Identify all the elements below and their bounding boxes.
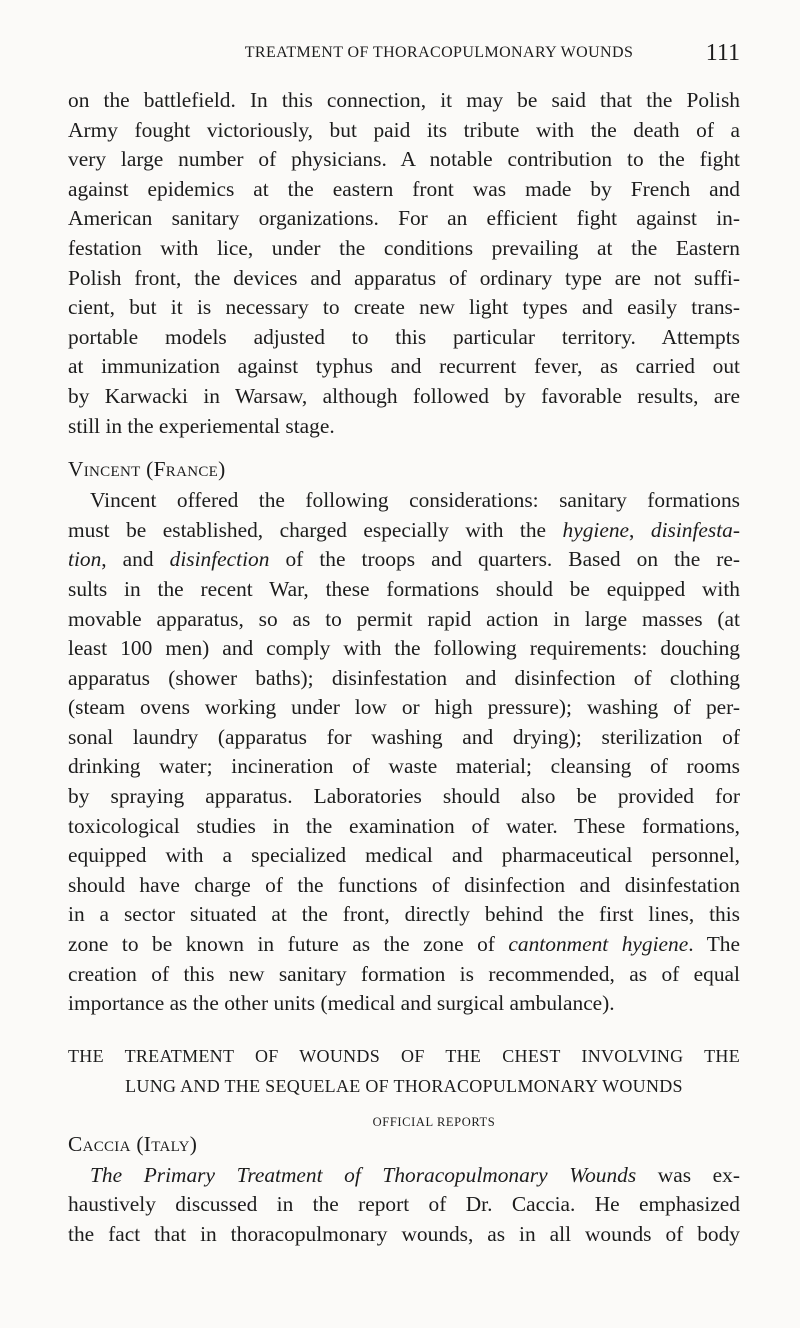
- section-heading-vincent: Vincent (France): [68, 457, 226, 482]
- text-line: The Primary Treatment of Thoracopulmonary Wounds was ex-: [90, 1162, 740, 1187]
- text-line: haustively discussed in the report of Dr. Caccia. He emphasized: [68, 1192, 740, 1217]
- text-line: Army fought victoriously, but paid its tribute with the death of a: [68, 117, 740, 142]
- text-line: the fact that in thoracopulmonary wounds, as in all wounds of body: [68, 1222, 740, 1246]
- text-line: on the battlefield. In this connection, it may be said that the Polish: [68, 88, 740, 112]
- text-line: Vincent offered the following considerations: sanitary formations: [90, 488, 740, 513]
- paragraph-polish-front: [68, 86, 740, 441]
- text-line: cient, but it is necessary to create new light types and easily trans-: [68, 295, 740, 320]
- text-line: drinking water; incineration of waste material; cleansing of rooms: [68, 754, 740, 779]
- text-line: least 100 men) and comply with the following requirements: douching: [68, 636, 740, 661]
- text-line: portable models adjusted to this particular territory. Attempts: [68, 324, 740, 349]
- running-title: TREATMENT OF THORACOPULMONARY WOUNDS: [244, 44, 634, 61]
- text-line: still in the experiemental stage.: [68, 413, 335, 438]
- text-line: in a sector situated at the front, directly behind the first lines, this: [68, 902, 740, 927]
- text-line: festation with lice, under the conditions prevailing at the Eastern: [68, 235, 740, 260]
- text-line: at immunization against typhus and recurrent fever, as carried out: [68, 354, 740, 379]
- text-line: very large number of physicians. A notable contribution to the fight: [68, 147, 740, 172]
- text-line: apparatus (shower baths); disinfestation and disinfection of clothing: [68, 665, 740, 690]
- text-line: movable apparatus, so as to permit rapid action in large masses (at: [68, 606, 740, 631]
- text-line: equipped with a specialized medical and pharmaceutical personnel,: [68, 843, 740, 868]
- text-line: sults in the recent War, these formations should be equipped with: [68, 576, 740, 601]
- chapter-heading-line: LUNG AND THE SEQUELAE OF THORACOPULMONARY WOUNDS: [125, 1075, 683, 1096]
- text-line: (steam ovens working under low or high pressure); washing of per-: [68, 695, 740, 720]
- text-line: by spraying apparatus. Laboratories should also be provided for: [68, 784, 740, 809]
- document-page: [68, 40, 740, 1250]
- text-line: should have charge of the functions of disinfection and disinfestation: [68, 872, 740, 897]
- text-line: toxicological studies in the examination of water. These formations,: [68, 813, 740, 838]
- chapter-heading: [68, 1041, 740, 1101]
- text-line: Polish front, the devices and apparatus of ordinary type are not suffi-: [68, 265, 740, 290]
- text-line: American sanitary organizations. For an efficient fight against in-: [68, 206, 740, 231]
- text-line: sonal laundry (apparatus for washing and drying); sterilization of: [68, 724, 740, 749]
- paragraph-vincent: [68, 486, 740, 1019]
- text-line: by Karwacki in Warsaw, although followed by favorable results, are: [68, 383, 740, 408]
- text-line: must be established, charged especially with the hygiene, disinfesta-: [68, 517, 740, 542]
- running-header: [68, 40, 740, 70]
- section-heading-caccia: Caccia (Italy): [68, 1131, 198, 1156]
- text-line: tion, and disinfection of the troops and quarters. Based on the re-: [68, 547, 740, 572]
- chapter-heading-line: THE TREATMENT OF WOUNDS OF THE CHEST INVOLVING THE: [68, 1045, 740, 1066]
- text-line: against epidemics at the eastern front was made by French and: [68, 176, 740, 201]
- paragraph-caccia: [68, 1161, 740, 1250]
- text-line: importance as the other units (medical and surgical ambulance).: [68, 991, 615, 1016]
- page-number: 111: [705, 40, 740, 66]
- official-reports-subhead: OFFICIAL REPORTS: [372, 1114, 496, 1129]
- text-line: creation of this new sanitary formation is recommended, as of equal: [68, 961, 740, 986]
- text-line: zone to be known in future as the zone of cantonment hygiene. The: [68, 932, 740, 957]
